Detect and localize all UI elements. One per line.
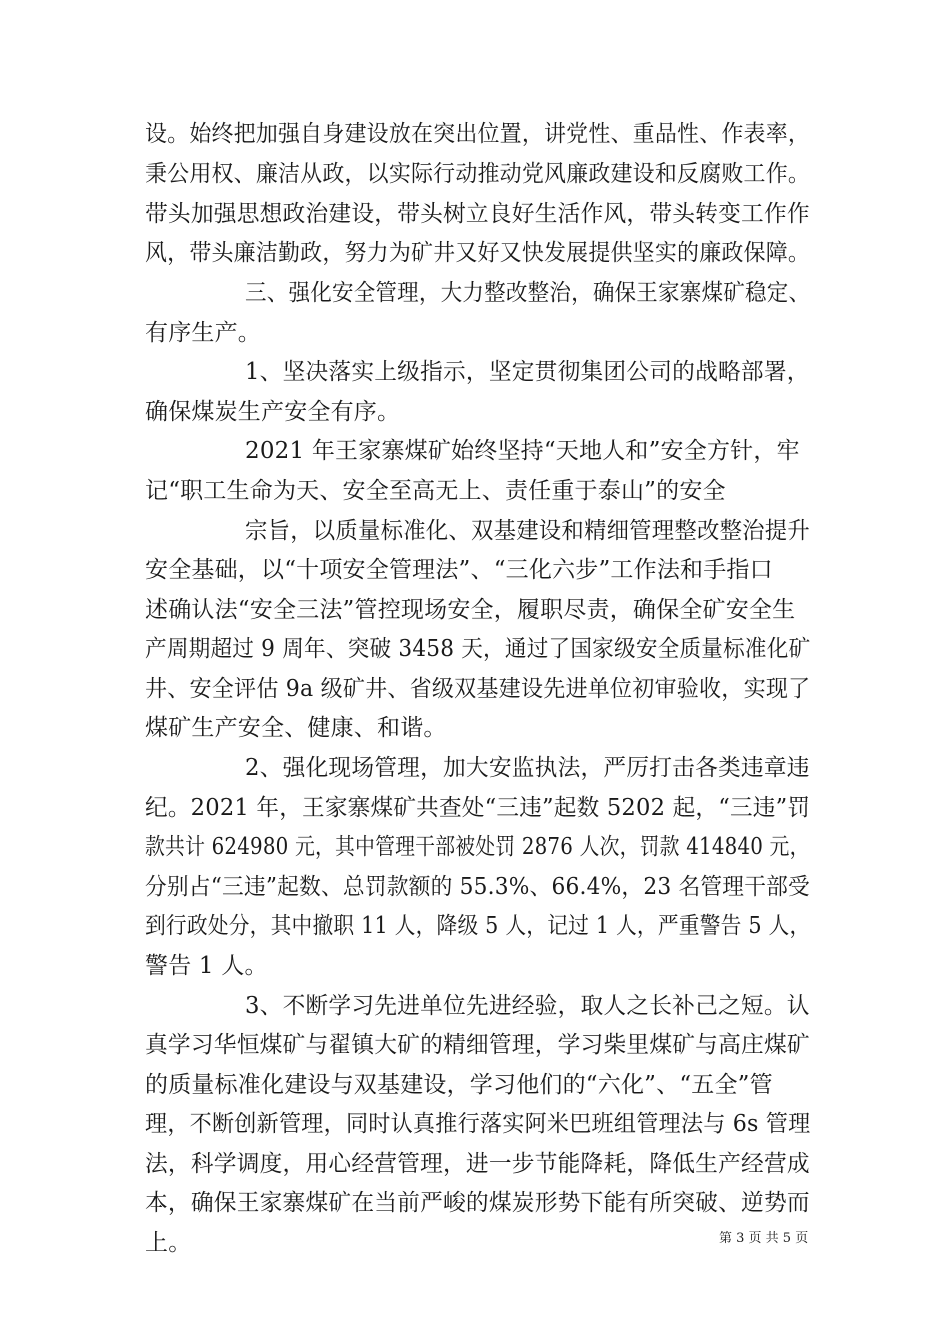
- text-line: 设。始终把加强自身建设放在突出位置，讲党性、重品性、作表率，: [145, 121, 811, 147]
- text-line: 述确认法“安全三法”管控现场安全，履职尽责，确保全矿安全生: [145, 597, 796, 623]
- text-line: 带头加强思想政治建设，带头树立良好生活作风，带头转变工作作: [145, 201, 810, 227]
- section-heading: 三、强化安全管理，大力整改整治，确保王家寨煤矿稳定、: [245, 280, 811, 306]
- text-line: 法，科学调度，用心经营管理，进一步节能降耗，降低生产经营成: [145, 1151, 810, 1177]
- text-line: 纪。2021 年，王家寨煤矿共查处“三违”起数 5202 起，“三违”罚: [145, 795, 811, 821]
- text-line: 上。: [145, 1230, 192, 1256]
- subsection-heading: 3、不断学习先进单位先进经验，取人之长补己之短。认: [245, 993, 810, 1019]
- text-line: 宗旨，以质量标准化、双基建设和精细管理整改整治提升: [245, 518, 810, 544]
- subsection-heading: 确保煤炭生产安全有序。: [145, 399, 401, 425]
- text-line: 秉公用权、廉洁从政，以实际行动推动党风廉政建设和反腐败工作。: [145, 161, 811, 187]
- text-line: 的质量标准化建设与双基建设，学习他们的“六化”、“五全”管: [145, 1072, 773, 1098]
- text-line: 款共计 624980 元，其中管理干部被处罚 2876 人次，罚款 414840 元，: [145, 834, 810, 860]
- text-line: 分别占“三违”起数、总罚款额的 55.3%、66.4%，23 名管理干部受: [145, 874, 810, 900]
- text-line: 产周期超过 9 周年、突破 3458 天，通过了国家级安全质量标准化矿: [145, 636, 811, 662]
- text-line: 安全基础，以“十项安全管理法”、“三化六步”工作法和手指口: [145, 557, 773, 583]
- page-number: 第 3 页 共 5 页: [719, 1231, 809, 1246]
- text-line: 煤矿生产安全、健康、和谐。: [145, 715, 447, 741]
- text-line: 本，确保王家寨煤矿在当前严峻的煤炭形势下能有所突破、逆势而: [145, 1190, 810, 1216]
- text-line: 真学习华恒煤矿与翟镇大矿的精细管理，学习柴里煤矿与高庄煤矿: [145, 1032, 810, 1058]
- text-line: 警告 1 人。: [145, 953, 268, 979]
- subsection-heading: 2、强化现场管理，加大安监执法，严厉打击各类违章违: [245, 755, 810, 781]
- text-line: 井、安全评估 9a 级矿井、省级双基建设先进单位初审验收，实现了: [145, 676, 811, 702]
- text-line: 风，带头廉洁勤政，努力为矿井又好又快发展提供坚实的廉政保障。: [145, 240, 811, 266]
- subsection-heading: 1、坚决落实上级指示，坚定贯彻集团公司的战略部署，: [245, 359, 810, 385]
- section-heading: 有序生产。: [145, 320, 261, 346]
- text-line: 到行政处分，其中撤职 11 人，降级 5 人，记过 1 人，严重警告 5 人，: [145, 913, 811, 939]
- text-line: 2021 年王家寨煤矿始终坚持“天地人和”安全方针，牢: [245, 438, 800, 464]
- text-line: 记“职工生命为天、安全至高无上、责任重于泰山”的安全: [145, 478, 726, 504]
- text-line: 理，不断创新管理，同时认真推行落实阿米巴班组管理法与 6s 管理: [145, 1111, 811, 1137]
